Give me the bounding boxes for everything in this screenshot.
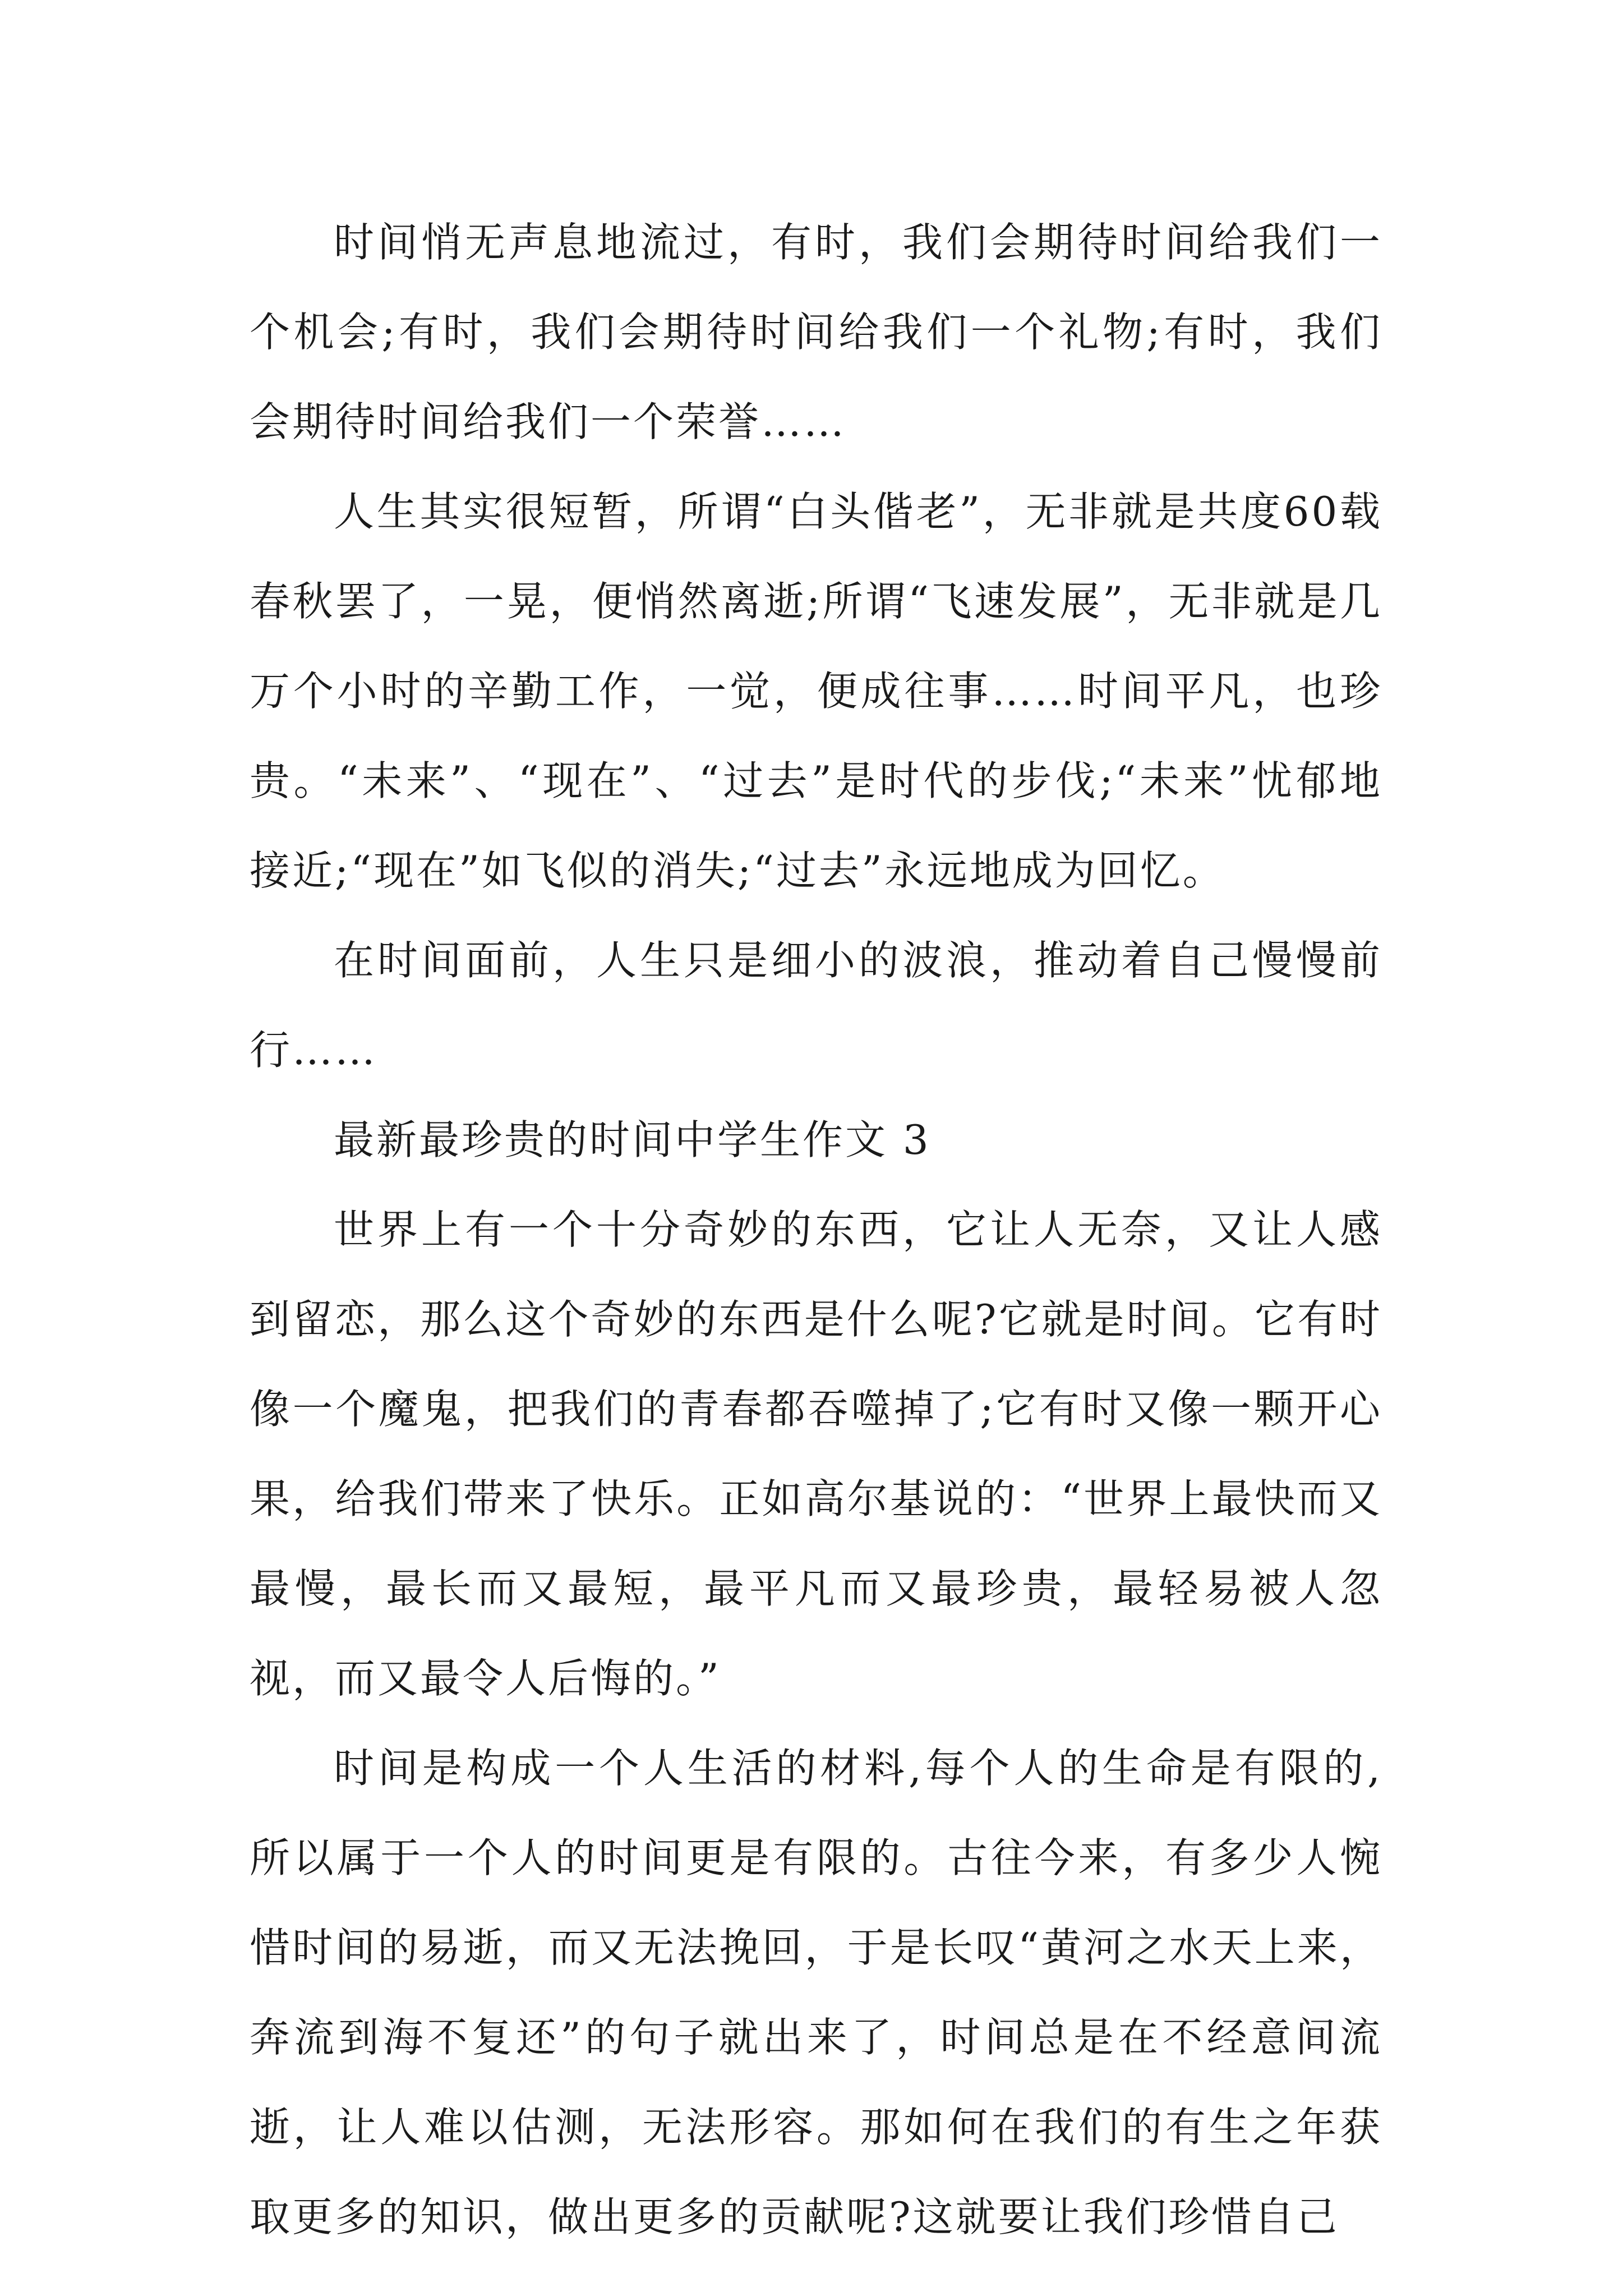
document-body [250,197,1382,2262]
paragraph-3: 在时间面前，人生只是细小的波浪，推动着自己慢慢前行…… [250,937,1382,1074]
paragraph-4: 世界上有一个十分奇妙的东西，它让人无奈，又让人感到留恋，那么这个奇妙的东西是什么呢?它就是时间。它有时像一个魔鬼，把我们的青春都吞噬掉了;它有时又像一颗开心果，给我们带来了快乐。正如高尔基说的：“世界上最快而又最慢，最长而又最短，最平凡而又最珍贵，最轻易被人忽视，而又最令人后悔的。” [250,1206,1382,1702]
section-title: 最新最珍贵的时间中学生作文 3 [334,1116,931,1163]
paragraph-2: 人生其实很短暂，所谓“白头偕老”，无非就是共度60载春秋罢了，一晃，便悄然离逝;所谓“飞速发展”，无非就是几万个小时的辛勤工作，一觉，便成往事……时间平凡，也珍贵。“未来”、“现在”、“过去”是时代的步伐;“未来”忧郁地接近;“现在”如飞似的消失;“过去”永远地成为回忆。 [250,488,1382,894]
paragraph-1: 时间悄无声息地流过，有时，我们会期待时间给我们一个机会;有时，我们会期待时间给我们一个礼物;有时，我们会期待时间给我们一个荣誉…… [250,219,1382,445]
paragraph-5: 时间是构成一个人生活的材料,每个人的生命是有限的,所以属于一个人的时间更是有限的。古往今来，有多少人惋惜时间的易逝，而又无法挽回，于是长叹“黄河之水天上来，奔流到海不复还”的句子就出来了，时间总是在不经意间流逝，让人难以估测，无法形容。那如何在我们的有生之年获取更多的知识，做出更多的贡献呢?这就要让我们珍惜自己 [250,1745,1382,2240]
